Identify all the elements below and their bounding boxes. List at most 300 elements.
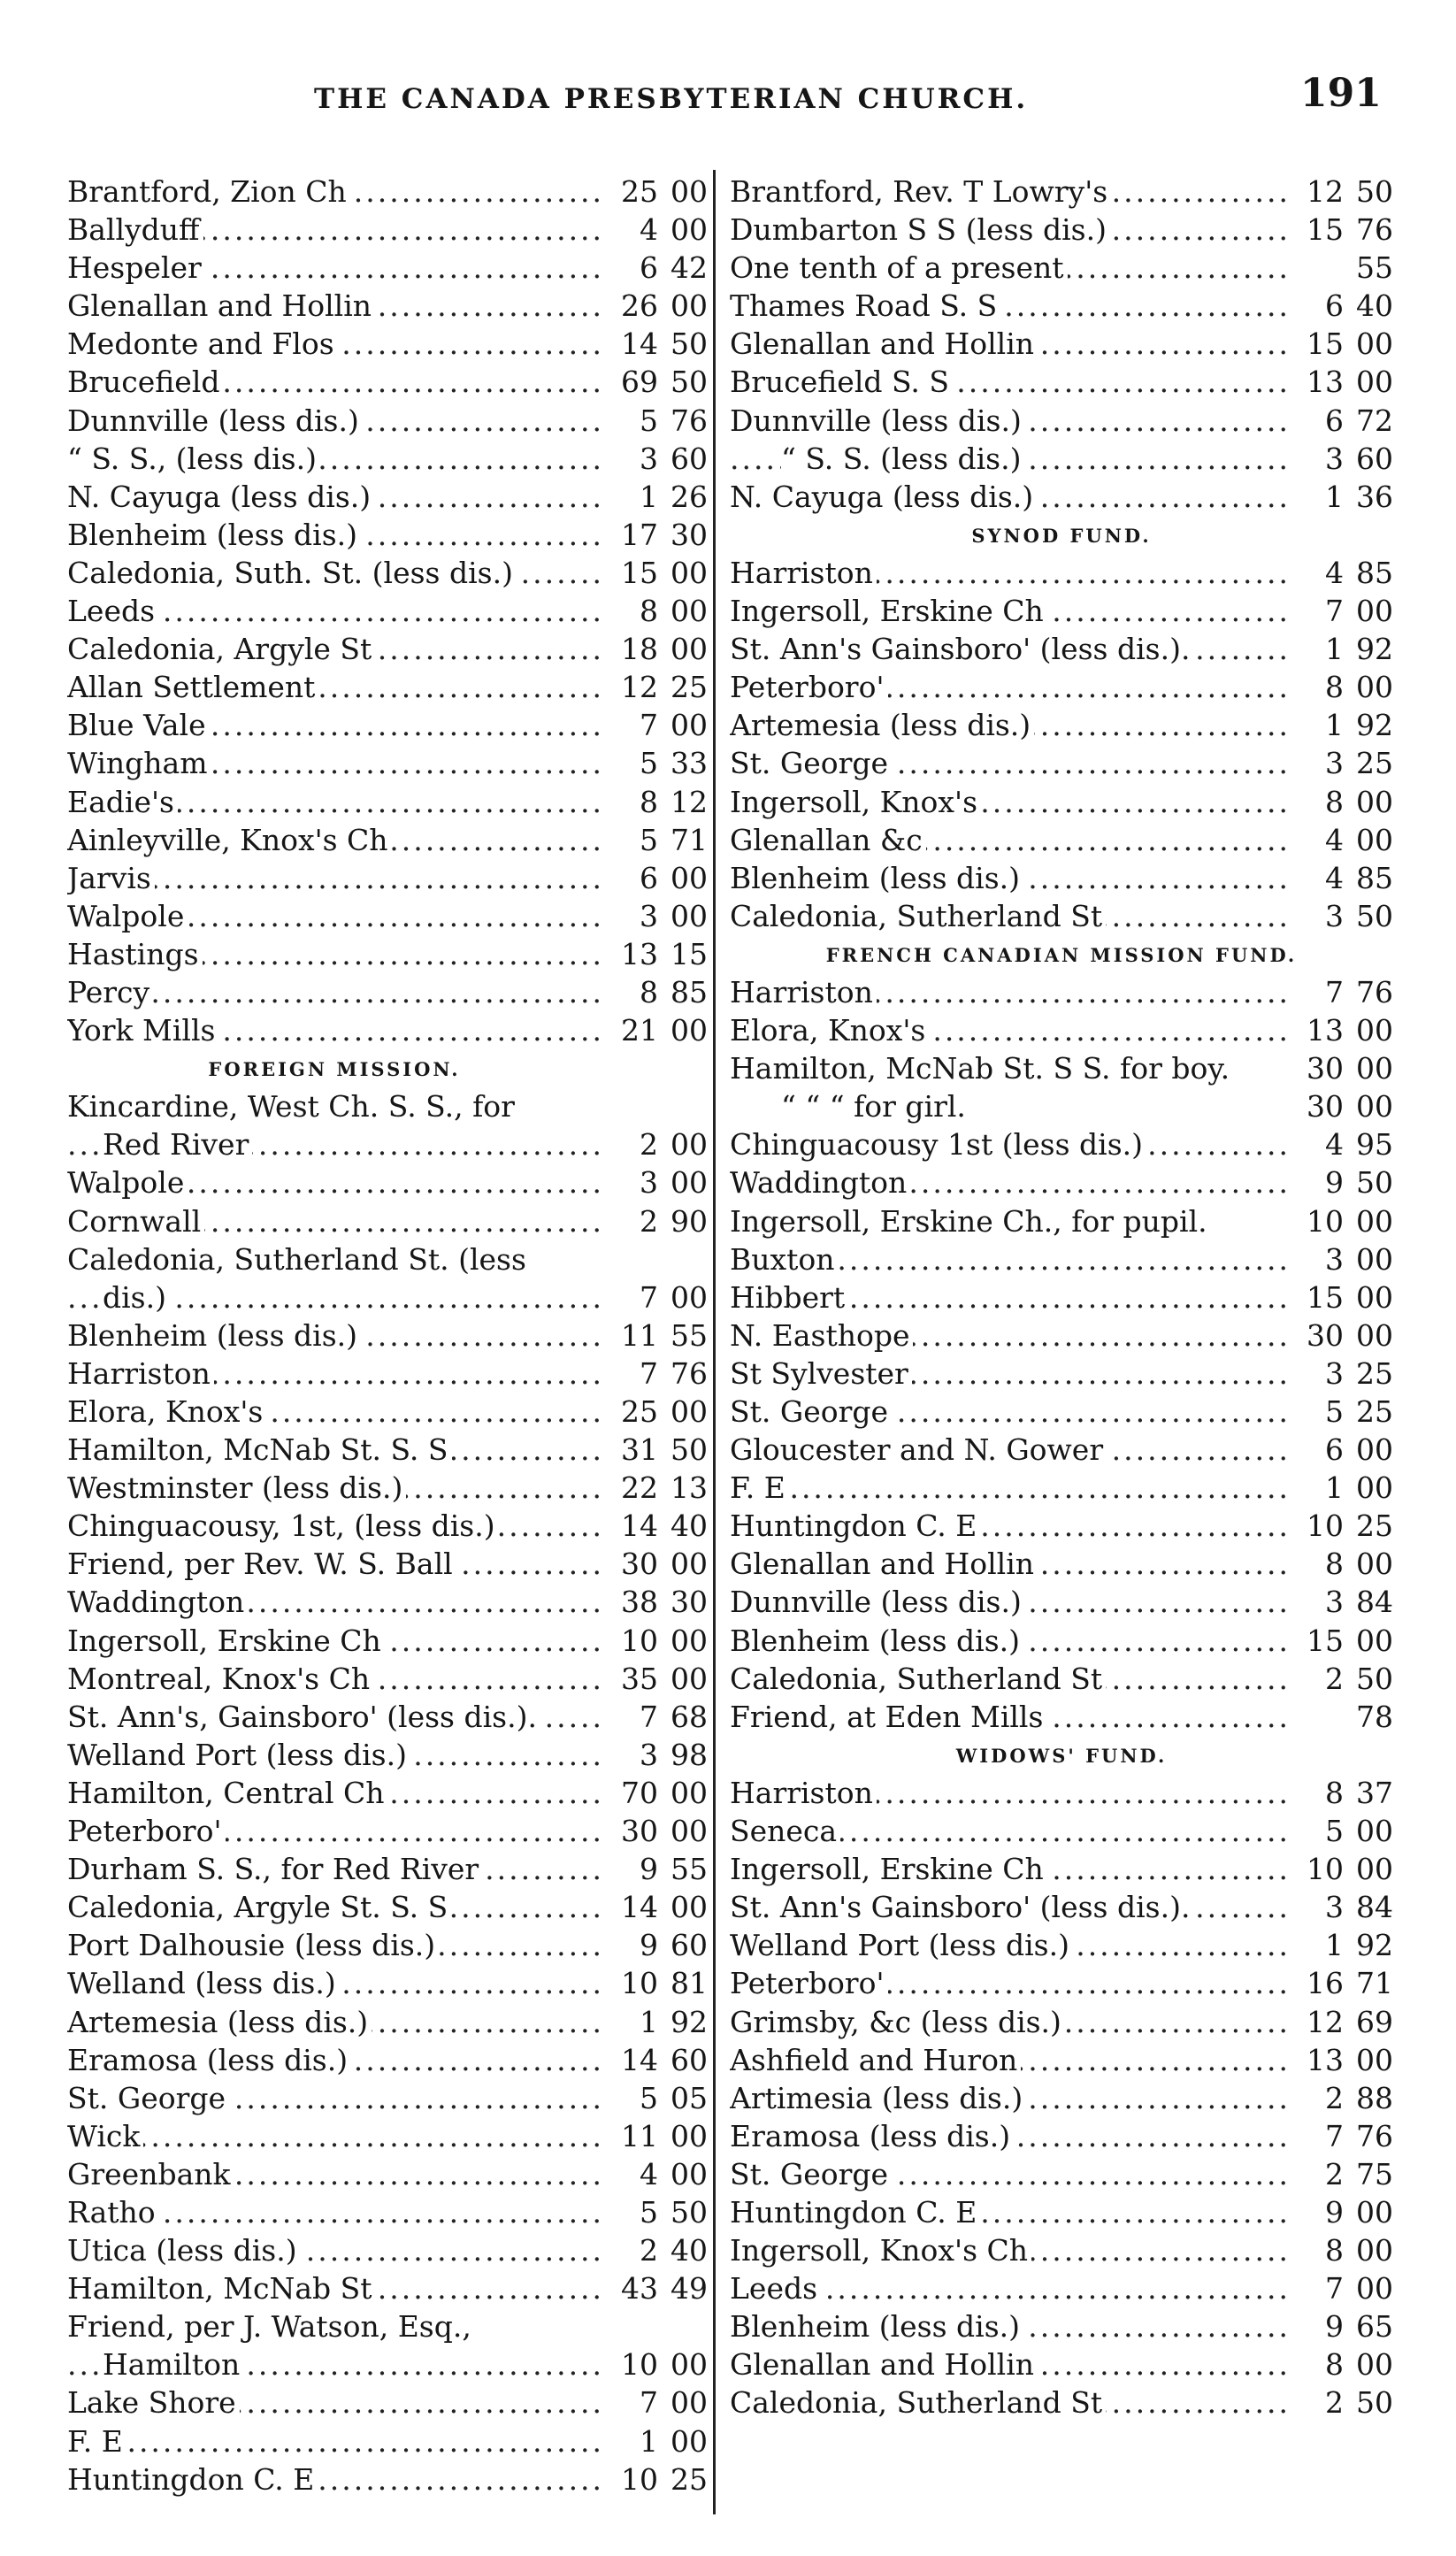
ledger-row-cents: 85: [1356, 860, 1393, 895]
ledger-row-dollars: 10: [1307, 1852, 1344, 1887]
ledger-row-dollars: 3: [1325, 1355, 1344, 1391]
ledger-row-dollars: 5: [1325, 1814, 1344, 1849]
ledger-row-dollars: 8: [1325, 2233, 1344, 2268]
ledger-row-cents: 85: [1356, 555, 1393, 590]
ledger-row-cents: 00: [671, 555, 708, 590]
ledger-row-name-cell: [730, 1393, 1289, 1431]
ledger-row-name-cell: [730, 249, 1289, 287]
ledger-row: [67, 1278, 708, 1316]
ledger-row: [730, 1393, 1393, 1431]
ledger-row-name-cell: [730, 2307, 1289, 2345]
ledger-row-name-cell: [67, 783, 603, 821]
ledger-row: [730, 249, 1393, 287]
ledger-row-cents: 50: [1356, 174, 1393, 209]
ledger-row-cents: 00: [1356, 1470, 1393, 1506]
ledger-row: [730, 744, 1393, 782]
ledger-row-name-cell: [730, 1431, 1289, 1469]
ledger-row-name: Artemesia (less dis.): [67, 2005, 372, 2039]
ledger-row-name: Huntingdon C. E: [730, 1508, 980, 1543]
ledger-row-cents: 00: [671, 594, 708, 629]
ledger-row-name: Friend, per Rev. W. S. Ball: [67, 1547, 456, 1581]
ledger-row-cents: 00: [671, 1013, 708, 1048]
ledger-row: [67, 1812, 708, 1850]
ledger-row-cents: 00: [671, 898, 708, 933]
ledger-row: [67, 363, 708, 401]
ledger-row-name-cell: [730, 1583, 1289, 1621]
ledger-row-cents: 00: [671, 708, 708, 743]
ledger-row: [730, 1202, 1393, 1240]
ledger-row-dollars: 8: [1325, 1775, 1344, 1810]
ledger-row-name-cell: [730, 2003, 1289, 2041]
ledger-row-name: Chinguacousy 1st (less dis.): [730, 1127, 1146, 1162]
ledger-row-name: Brantford, Rev. T Lowry's: [730, 174, 1111, 209]
ledger-row-name: Lake Shore: [67, 2385, 240, 2420]
ledger-row-dollars: 4: [1325, 555, 1344, 590]
ledger-row: [67, 554, 708, 592]
ledger-row-dollars: 8: [1325, 1547, 1344, 1582]
ledger-row-cents: 92: [1356, 632, 1393, 667]
ledger-row-name: Greenbank: [67, 2157, 234, 2191]
ledger-row-name: Blue Vale: [67, 708, 210, 742]
ledger-row-name-cell: [67, 1964, 603, 2002]
ledger-row-dollars: 17: [621, 517, 658, 552]
ledger-row-cents: 00: [1356, 2271, 1393, 2307]
ledger-row-name-cell: [730, 1812, 1289, 1850]
ledger-row-name: “ “ “ for girl.: [781, 1089, 969, 1124]
ledger-row-dollars: 14: [621, 1890, 658, 1925]
ledger-row-dollars: 14: [621, 326, 658, 362]
ledger-row-cents: 81: [671, 1966, 708, 2001]
ledger-row-dollars: 9: [1325, 1165, 1344, 1201]
ledger-row-name: Leeds: [67, 594, 158, 628]
ledger-row-name-cell: [730, 2269, 1289, 2307]
ledger-row-dollars: 9: [1325, 2194, 1344, 2230]
ledger-row-name: Hastings: [67, 937, 203, 971]
ledger-row: [67, 1926, 708, 1964]
ledger-row-dollars: 3: [1325, 898, 1344, 933]
ledger-row: [730, 1355, 1393, 1393]
ledger-row-cents: 60: [671, 441, 708, 476]
ledger-row-name-cell: [67, 1469, 603, 1507]
ledger-row-dollars: 5: [640, 746, 658, 781]
ledger-row-name-cell: [730, 440, 1289, 478]
ledger-row: [730, 1926, 1393, 1964]
ledger-row-name: Hamilton: [103, 2347, 243, 2382]
ledger-row-cents: 76: [1356, 212, 1393, 248]
column-divider: [713, 170, 716, 2514]
ledger-row-dollars: 7: [640, 708, 658, 743]
ledger-row-name-cell: [67, 668, 603, 706]
ledger-row-name-cell: [730, 1049, 1289, 1087]
ledger-row-cents: 00: [1356, 1203, 1393, 1239]
ledger-row-dollars: 26: [621, 288, 658, 324]
ledger-row-dollars: 2: [640, 1127, 658, 1163]
ledger-row-name: Artimesia (less dis.): [730, 2081, 1026, 2115]
ledger-row-name: Eramosa (less dis.): [67, 2043, 351, 2077]
ledger-row-dollars: 8: [640, 974, 658, 1009]
ledger-row-name-cell: [67, 516, 603, 554]
ledger-row-name-cell: [730, 1660, 1289, 1698]
ledger-row: [67, 821, 708, 859]
ledger-row-dollars: 1: [1325, 479, 1344, 514]
ledger-row: [730, 211, 1393, 249]
ledger-row: [67, 2079, 708, 2117]
ledger-row-dollars: 10: [621, 1623, 658, 1658]
ledger-row: [730, 1431, 1393, 1469]
ledger-row: [730, 1087, 1393, 1125]
ledger-row: [67, 1316, 708, 1355]
ledger-row-cents: 92: [1356, 708, 1393, 743]
ledger-row: [67, 1774, 708, 1812]
ledger-row-name: Peterboro': [730, 1966, 888, 2000]
ledger-row-cents: 00: [1356, 784, 1393, 819]
ledger-row-dollars: 18: [621, 632, 658, 667]
ledger-row-name-cell: [730, 2345, 1289, 2383]
ledger-row-name-cell: [67, 2003, 603, 2041]
ledger-row-name: Peterboro': [67, 1814, 226, 1848]
ledger-row-name-cell: [730, 783, 1289, 821]
ledger-row-name-cell: [67, 1393, 603, 1431]
page-header: [0, 71, 1456, 131]
ledger-row-name-cell: [67, 287, 603, 325]
ledger-row-name: Blenheim (less dis.): [730, 1623, 1023, 1658]
ledger-row-dollars: 30: [1307, 1051, 1344, 1086]
ledger-row-name: F. E: [730, 1470, 789, 1505]
ledger-row: [730, 2269, 1393, 2307]
widows-fund-list: [730, 1774, 1393, 2422]
ledger-row-name: Caledonia, Sutherland St: [730, 2385, 1106, 2420]
ledger-row-dollars: 4: [640, 212, 658, 248]
ledger-row-name-cell: [730, 173, 1289, 211]
ledger-row-name-cell: [67, 1316, 603, 1355]
ledger-row-dollars: 15: [1307, 326, 1344, 362]
ledger-row-cents: 76: [671, 1355, 708, 1391]
ledger-row-dollars: 22: [621, 1470, 658, 1506]
ledger-row-name: Thames Road S. S: [730, 288, 1000, 323]
ledger-row-name: One tenth of a present: [730, 250, 1068, 285]
ledger-row-name: Blenheim (less dis.): [730, 2309, 1023, 2344]
ledger-row-name: Dunnville (less dis.): [730, 1585, 1025, 1619]
ledger-row-cents: 72: [1356, 403, 1393, 438]
ledger-row-dollars: 7: [640, 1279, 658, 1315]
ledger-row-name: N. Easthope: [730, 1318, 913, 1353]
ledger-row-name: Westminster (less dis.): [67, 1470, 406, 1505]
ledger-row-name-cell: [67, 1926, 603, 1964]
ledger-row: [67, 1545, 708, 1583]
ledger-row-cents: 05: [671, 2080, 708, 2115]
ledger-row-cents: 76: [671, 403, 708, 438]
ledger-row-dollars: 6: [1325, 1432, 1344, 1468]
page-number: 191: [1300, 71, 1382, 116]
ledger-row-name-cell: [67, 440, 603, 478]
ledger-row-cents: 37: [1356, 1775, 1393, 1810]
ledger-row: [67, 2307, 708, 2345]
ledger-row: [67, 973, 708, 1011]
ledger-row-cents: 36: [1356, 479, 1393, 514]
ledger-row-cents: 55: [1356, 250, 1393, 286]
ledger-row-name: Ingersoll, Knox's Ch: [730, 2233, 1031, 2268]
ledger-row-cents: 84: [1356, 1890, 1393, 1925]
ledger-row-name: Cornwall: [67, 1204, 204, 1239]
ledger-row-dollars: 6: [640, 250, 658, 286]
ledger-row-dollars: 11: [621, 2118, 658, 2153]
ledger-row-name-cell: [67, 554, 603, 592]
ledger-row-cents: 00: [1356, 1852, 1393, 1887]
ledger-row: [67, 2460, 708, 2498]
ledger-row-name: Blenheim (less dis.): [67, 518, 361, 552]
ledger-row: [67, 1202, 708, 1240]
ledger-row: [67, 592, 708, 630]
ledger-row-name-cell: [67, 973, 603, 1011]
ledger-row-name-cell: [730, 2079, 1289, 2117]
ledger-row-name-cell: [67, 478, 603, 516]
ledger-row-name-cell: [730, 363, 1289, 401]
ledger-row-dollars: 1: [1325, 632, 1344, 667]
ledger-row: [730, 783, 1393, 821]
ledger-row-cents: 90: [671, 1203, 708, 1239]
ledger-row-name: St. Ann's Gainsboro' (less dis.).: [730, 632, 1193, 666]
ledger-row-name: Glenallan and Hollin: [730, 326, 1038, 361]
ledger-row: [67, 516, 708, 554]
ledger-row-name: St. Ann's Gainsboro' (less dis.).: [730, 1890, 1193, 1924]
ledger-row-dollars: 70: [621, 1775, 658, 1810]
ledger-row-name-cell: [67, 1850, 603, 1888]
ledger-row-name-cell: [67, 821, 603, 859]
ledger-row-name: Port Dalhousie (less dis.): [67, 1928, 439, 1962]
ledger-row-cents: 78: [1356, 1699, 1393, 1734]
ledger-row-dollars: 13: [1307, 2042, 1344, 2077]
ledger-row-name-cell: [67, 1622, 603, 1660]
ledger-row-name: St. George: [730, 1394, 892, 1429]
ledger-row-dollars: 4: [640, 2156, 658, 2191]
ledger-row: [730, 2193, 1393, 2231]
ledger-row-name: N. Cayuga (less dis.): [730, 480, 1037, 514]
ledger-row-name-cell: [67, 325, 603, 363]
ledger-row-cents: 71: [1356, 1966, 1393, 2001]
ledger-row: [67, 1011, 708, 1049]
ledger-row-name: Hibbert: [730, 1280, 848, 1315]
ledger-row-name: Blenheim (less dis.): [730, 861, 1023, 895]
ledger-row-dollars: 3: [640, 898, 658, 933]
ledger-row-name-cell: [730, 2193, 1289, 2231]
ledger-row-name-cell: [730, 630, 1289, 668]
left-list: [67, 173, 708, 1049]
ledger-row-cents: 00: [1356, 1317, 1393, 1353]
ledger-row-cents: 30: [671, 517, 708, 552]
ledger-row-cents: 00: [1356, 1089, 1393, 1124]
ledger-row-name-cell: [67, 592, 603, 630]
ledger-row: [730, 1469, 1393, 1507]
ledger-row-dollars: 7: [1325, 2118, 1344, 2153]
ledger-row-name-cell: [730, 592, 1289, 630]
ledger-row-cents: 50: [1356, 1165, 1393, 1201]
ledger-row: [67, 2269, 708, 2307]
ledger-row-name: Ingersoll, Erskine Ch: [67, 1623, 385, 1658]
ledger-row-name: Caledonia, Sutherland St: [730, 899, 1106, 933]
ledger-row-cents: 00: [671, 212, 708, 248]
ledger-row-cents: 92: [671, 2004, 708, 2039]
ledger-row: [730, 897, 1393, 935]
ledger-row-name: Harriston: [67, 1356, 214, 1391]
ledger-row-cents: 00: [671, 288, 708, 324]
ledger-row-name-cell: [67, 706, 603, 744]
ledger-row: [730, 859, 1393, 897]
ledger-row-name: dis.): [103, 1280, 170, 1315]
ledger-row-name-cell: [730, 1469, 1289, 1507]
ledger-row-dollars: 12: [621, 670, 658, 705]
ledger-row-name-cell: [730, 1545, 1289, 1583]
ledger-row-name: Hamilton, McNab St: [67, 2271, 376, 2306]
ledger-row-name-cell: [67, 1812, 603, 1850]
ledger-row: [730, 554, 1393, 592]
ledger-row: [730, 1964, 1393, 2002]
ledger-row-name: Elora, Knox's: [67, 1394, 266, 1429]
ledger-row-name-cell: [67, 2079, 603, 2117]
ledger-row: [67, 859, 708, 897]
ledger-row-name-cell: [730, 478, 1289, 516]
ledger-row-name: Ingersoll, Erskine Ch., for pupil.: [730, 1204, 1211, 1239]
ledger-row-name: Ballyduff: [67, 212, 203, 247]
ledger-row: [730, 1011, 1393, 1049]
ledger-row-dollars: 7: [1325, 594, 1344, 629]
ledger-row-name-cell: [730, 897, 1289, 935]
ledger-row: [730, 973, 1393, 1011]
ledger-row-dollars: 13: [1307, 1013, 1344, 1048]
ledger-row-dollars: 10: [621, 1966, 658, 2001]
ledger-row-name: Leeds: [730, 2271, 821, 2306]
ledger-row-dollars: 25: [621, 1394, 658, 1429]
ledger-row-cents: 00: [671, 1661, 708, 1696]
ledger-row-name-cell: [730, 1355, 1289, 1393]
section-foreign-mission: FOREIGN MISSION.: [208, 1058, 461, 1081]
ledger-row: [730, 1049, 1393, 1087]
ledger-row-dollars: 30: [1307, 1089, 1344, 1124]
ledger-row-name: Seneca: [730, 1814, 840, 1848]
ledger-row-name: St. George: [730, 746, 892, 780]
ledger-row-dollars: 6: [1325, 288, 1344, 324]
ledger-row-name-cell: [67, 2193, 603, 2231]
ledger-row: [730, 478, 1393, 516]
ledger-row-cents: 84: [1356, 1585, 1393, 1620]
ledger-row-cents: 00: [671, 1165, 708, 1201]
ledger-row-dollars: 30: [621, 1547, 658, 1582]
ledger-row-name-cell: [67, 1278, 603, 1316]
ledger-row-dollars: 13: [621, 936, 658, 971]
ledger-row: [730, 706, 1393, 744]
ledger-row-name: Allan Settlement: [67, 670, 318, 704]
ledger-row-name-cell: [67, 1202, 603, 1240]
ledger-row-cents: 00: [1356, 1623, 1393, 1658]
ledger-row-name: Ingersoll, Erskine Ch: [730, 594, 1047, 628]
ledger-row-name-cell: [730, 1316, 1289, 1355]
ledger-row-dollars: 2: [1325, 1661, 1344, 1696]
ledger-row: [67, 1469, 708, 1507]
ledger-row-name: Walpole: [67, 1165, 188, 1200]
ledger-row-cents: 00: [671, 1547, 708, 1582]
ledger-row-name: Huntingdon C. E: [67, 2462, 318, 2497]
ledger-row-name-cell: [67, 1125, 603, 1163]
ledger-row: [67, 1888, 708, 1926]
ledger-row-name: Glenallan and Hollin: [67, 288, 375, 323]
ledger-row-cents: 00: [1356, 594, 1393, 629]
ledger-row-cents: 50: [671, 1432, 708, 1468]
ledger-row-cents: 40: [671, 2233, 708, 2268]
ledger-row: [67, 1125, 708, 1163]
ledger-row-name-cell: [67, 1087, 603, 1125]
ledger-row-cents: 76: [1356, 2118, 1393, 2153]
ledger-row-name-cell: [67, 935, 603, 973]
ledger-row-dollars: 7: [640, 1699, 658, 1734]
ledger-row-name-cell: [730, 554, 1289, 592]
ledger-row-cents: 25: [671, 2461, 708, 2497]
right-column: [730, 173, 1393, 2422]
ledger-row: [730, 287, 1393, 325]
foreign-mission-list: [67, 1087, 708, 2498]
ledger-row-name-cell: [67, 2422, 603, 2460]
ledger-row-cents: 00: [671, 2347, 708, 2383]
ledger-row: [730, 630, 1393, 668]
ledger-row: [730, 592, 1393, 630]
ledger-row-name: Glenallan and Hollin: [730, 2347, 1038, 2382]
ledger-row-name: Dunnville (less dis.): [730, 403, 1025, 438]
ledger-row: [730, 1545, 1393, 1583]
ledger-row-dollars: 2: [1325, 2385, 1344, 2421]
ledger-row: [730, 1888, 1393, 1926]
ledger-row: [67, 249, 708, 287]
ledger-row-name: Hespeler: [67, 250, 205, 285]
ledger-row-name-cell: [730, 287, 1289, 325]
ledger-row-dollars: 1: [640, 479, 658, 514]
ledger-row: [730, 1660, 1393, 1698]
ledger-row-name-cell: [67, 1888, 603, 1926]
ledger-row-cents: 65: [1356, 2309, 1393, 2345]
ledger-row-dollars: 13: [1307, 365, 1344, 400]
ledger-row: [67, 1163, 708, 1201]
ledger-row-dollars: 69: [621, 365, 658, 400]
ledger-row-name-cell: [730, 1087, 1289, 1125]
ledger-row-name: Peterboro': [730, 670, 888, 704]
ledger-row-dollars: 1: [640, 2423, 658, 2459]
ledger-row-name: Wingham: [67, 746, 211, 780]
ledger-row-cents: 00: [1356, 326, 1393, 362]
ledger-row: [67, 1660, 708, 1698]
ledger-row-name: Caledonia, Argyle St. S. S: [67, 1890, 451, 1924]
ledger-row-dollars: 3: [640, 441, 658, 476]
ledger-row-cents: 33: [671, 746, 708, 781]
ledger-row: [730, 2003, 1393, 2041]
ledger-row-cents: 13: [671, 1470, 708, 1506]
ledger-row-dollars: 16: [1307, 1966, 1344, 2001]
ledger-row-name-cell: [67, 897, 603, 935]
ledger-row: [730, 1316, 1393, 1355]
ledger-row: [67, 1622, 708, 1660]
ledger-row-dollars: 8: [1325, 670, 1344, 705]
ledger-row-cents: 25: [1356, 746, 1393, 781]
ledger-row-cents: 00: [1356, 365, 1393, 400]
ledger-row: [67, 478, 708, 516]
ledger-row-dollars: 1: [1325, 1470, 1344, 1506]
ledger-row-name-cell: [730, 706, 1289, 744]
ledger-row-dollars: 4: [1325, 1127, 1344, 1163]
ledger-row-cents: 00: [671, 1890, 708, 1925]
ledger-row-name: Blenheim (less dis.): [67, 1318, 361, 1353]
ledger-row-dollars: 12: [1307, 2004, 1344, 2039]
ledger-row-name-cell: [67, 1774, 603, 1812]
ledger-row-name: Welland (less dis.): [67, 1966, 340, 2000]
ledger-row: [730, 1507, 1393, 1545]
ledger-row-name-cell: [67, 2269, 603, 2307]
ledger-row-name: Caledonia, Sutherland St. (less: [67, 1242, 530, 1277]
